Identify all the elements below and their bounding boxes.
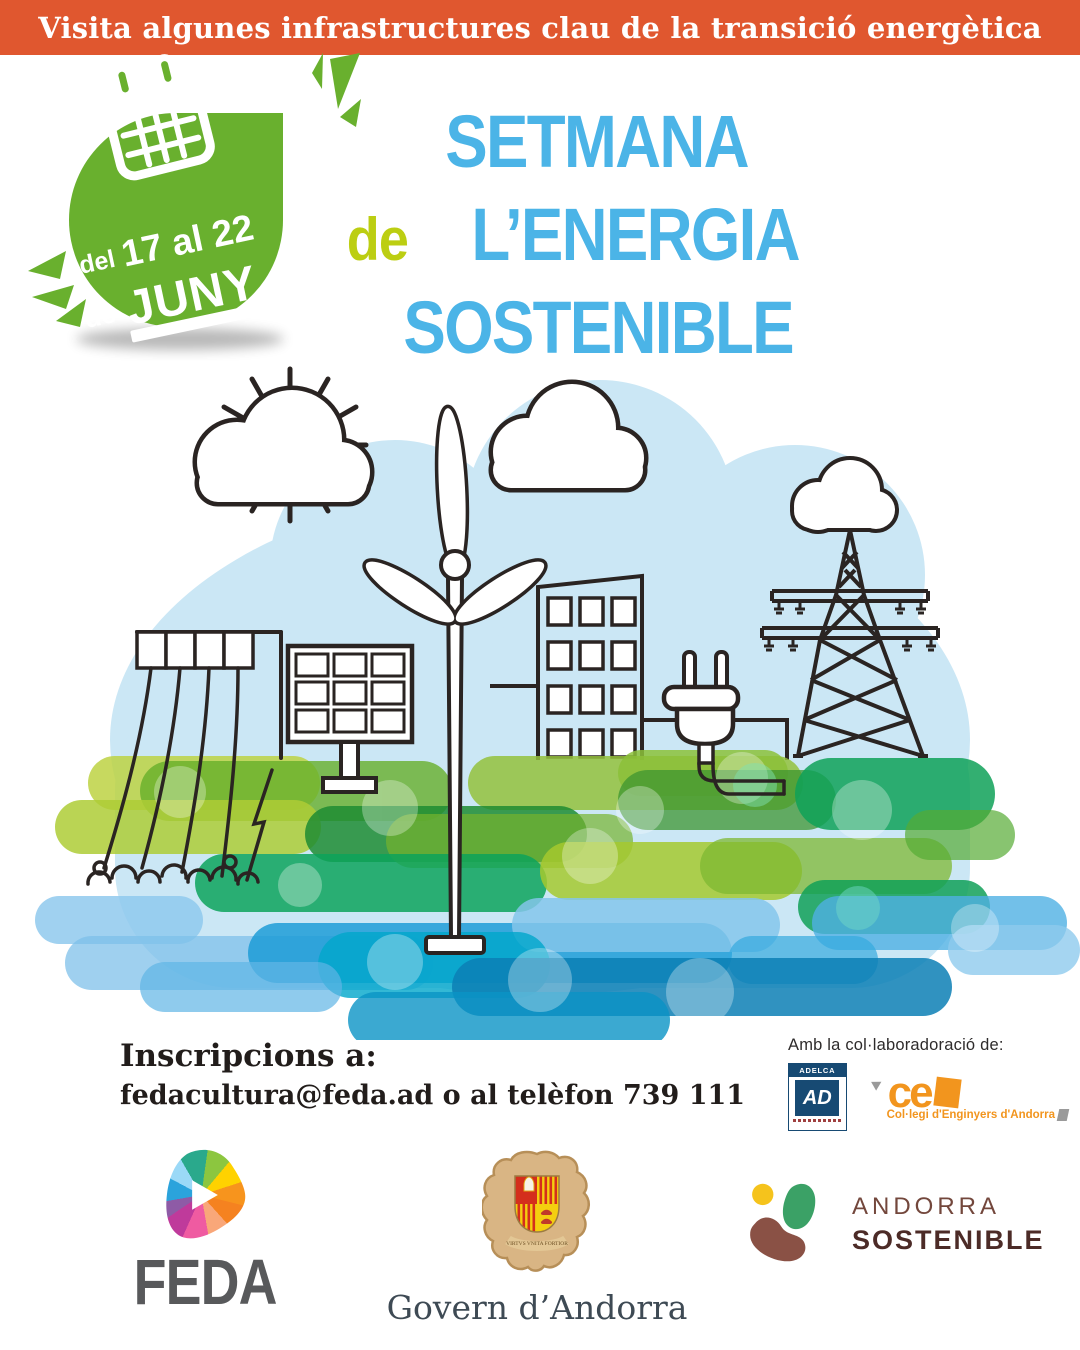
govern-andorra-logo: [337, 1148, 737, 1327]
adelca-name: ADELCA: [789, 1064, 846, 1077]
andorra-sostenible-logo: [742, 1178, 1045, 1270]
collaboration-block: [788, 1036, 1068, 1131]
badge-month-prefix: de: [81, 297, 119, 334]
title-line1: SETMANA: [445, 100, 748, 183]
sostenible-line1: ANDORRA: [852, 1193, 1001, 1220]
cea-block-icon: [933, 1077, 961, 1109]
badge-date-prefix: del: [76, 244, 118, 280]
feda-pinwheel-icon: [159, 1146, 251, 1244]
title-line3: SOSTENIBLE: [403, 286, 793, 369]
banner-text: Visita algunes infrastructures clau de la transició energètica: [38, 10, 1042, 45]
coat-of-arms-motto: VIRTVS VNITA FORTIOR: [506, 1241, 568, 1247]
adelca-monogram-box: [795, 1080, 839, 1116]
sostenible-line2: SOSTENIBLE: [852, 1225, 1045, 1255]
energy-illustration: [0, 340, 1080, 1040]
badge-month: JUNY: [122, 256, 263, 336]
adelca-tagline-strip: [793, 1119, 842, 1122]
inscription-heading: Inscripcions a:: [120, 1038, 377, 1074]
sostenible-blobs-icon: [742, 1178, 830, 1270]
adelca-monogram: AD: [802, 1086, 832, 1109]
top-banner: [0, 0, 1080, 55]
spark-icon: [28, 251, 86, 327]
govern-wordmark: Govern d’Andorra: [386, 1288, 688, 1327]
cea-gray-block-icon: [1057, 1109, 1070, 1121]
badge-date-range: 17 al 22: [117, 206, 258, 275]
andorra-coat-of-arms-icon: [482, 1148, 592, 1282]
inscription-contact: fedacultura@feda.ad o al telèfon 739 111: [120, 1080, 746, 1111]
title-article: de: [346, 206, 409, 273]
cea-caption: Col·legi d'Enginyers d'Andorra: [886, 1109, 1055, 1122]
inscription: [120, 1036, 745, 1116]
date-badge: [20, 53, 368, 365]
feda-wordmark: FEDA: [133, 1246, 277, 1318]
cea-arrow-icon: [871, 1077, 884, 1090]
cea-monogram: ce: [887, 1068, 931, 1117]
adelca-logo: [788, 1063, 847, 1131]
cea-logo: [873, 1068, 1068, 1122]
title-line2: L’ENERGIA: [471, 193, 799, 276]
feda-logo: [115, 1146, 295, 1318]
collaboration-label: Amb la col·laboradoració de:: [788, 1036, 1004, 1054]
